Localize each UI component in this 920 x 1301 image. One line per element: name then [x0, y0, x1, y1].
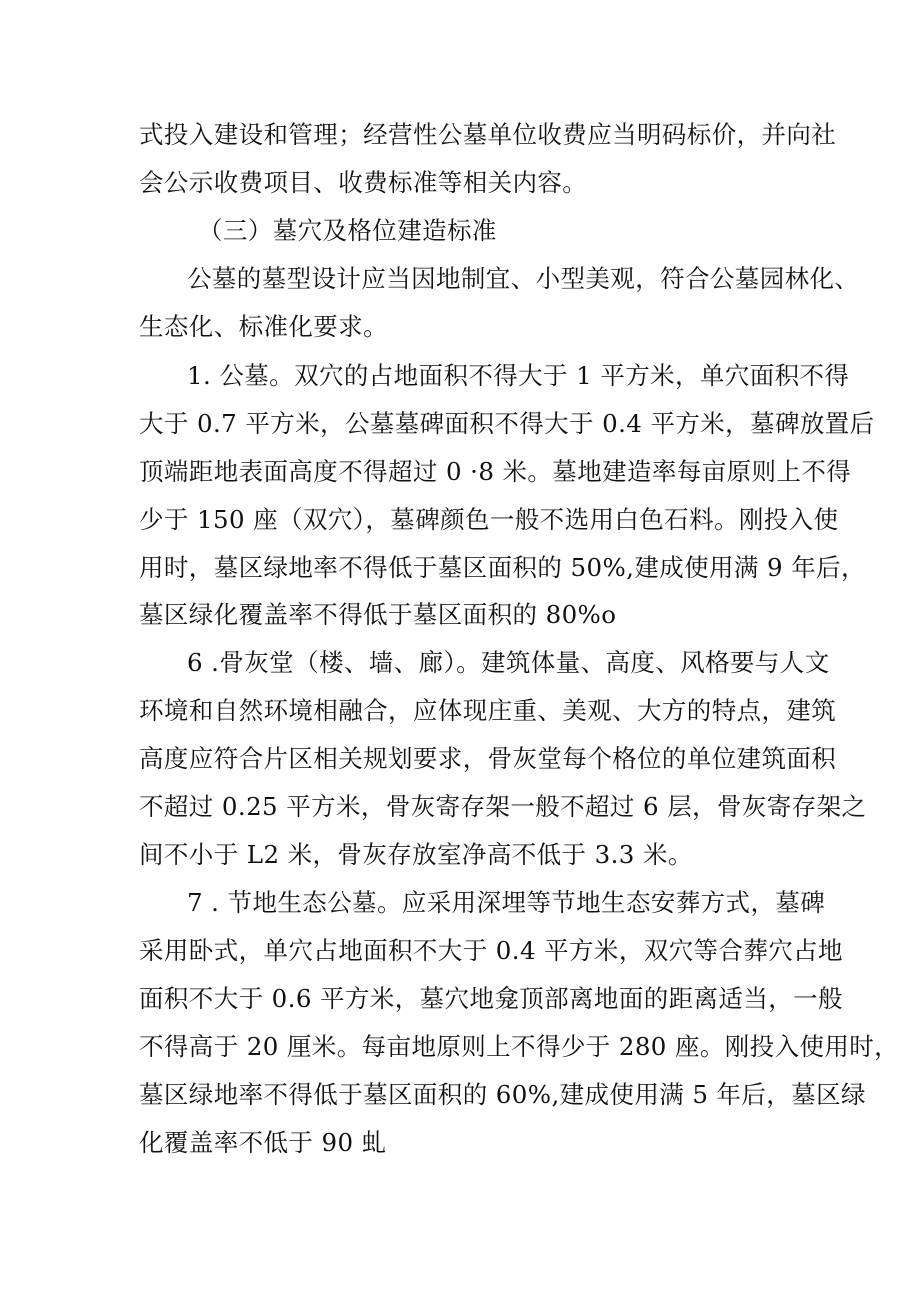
text-line: 墓区绿地率不得低于墓区面积的 60%,建成使用满 5 年后，墓区绿 [139, 1080, 866, 1109]
text-line: 式投入建设和管理；经营性公墓单位收费应当明码标价，并向社 [139, 120, 837, 149]
text-line: 少于 150 座（双穴），墓碑颜色一般不选用白色石料。刚投入使 [139, 505, 839, 534]
text-line: 墓区绿化覆盖率不得低于墓区面积的 80%o [139, 600, 617, 629]
text-line: 不超过 0.25 平方米，骨灰寄存架一般不超过 6 层，骨灰寄存架之 [139, 792, 867, 821]
text-line: 高度应符合片区相关规划要求，骨灰堂每个格位的单位建筑面积 [139, 744, 837, 773]
text-line: 1. 公墓。双穴的占地面积不得大于 1 平方米，单穴面积不得 [187, 361, 850, 390]
text-line: 间不小于 L2 米，骨灰存放室净高不低于 3.3 米。 [139, 840, 693, 869]
text-line: 公墓的墓型设计应当因地制宜、小型美观，符合公墓园林化、 [187, 264, 860, 293]
text-line: 用时，墓区绿地率不得低于墓区面积的 50%,建成使用满 9 年后， [139, 553, 866, 582]
text-line: 化覆盖率不低于 90 虬 [139, 1128, 387, 1157]
text-line: 7 . 节地生态公墓。应采用深埋等节地生态安葬方式，墓碑 [187, 888, 826, 917]
text-line: 环境和自然环境相融合，应体现庄重、美观、大方的特点，建筑 [139, 696, 837, 725]
text-line: 采用卧式，单穴占地面积不大于 0.4 平方米，双穴等合葬穴占地 [139, 936, 843, 965]
text-line: 6 .骨灰堂（楼、墙、廊）。建筑体量、高度、风格要与人文 [187, 648, 830, 677]
text-line: 生态化、标准化要求。 [139, 312, 388, 341]
text-line: 会公示收费项目、收费标准等相关内容。 [139, 168, 588, 197]
text-line: 顶端距地表面高度不得超过 0 ·8 米。墓地建造率每亩原则上不得 [139, 457, 852, 486]
section-heading: （三）墓穴及格位建造标准 [198, 216, 497, 245]
text-line: 大于 0.7 平方米，公墓墓碑面积不得大于 0.4 平方米，墓碑放置后 [139, 409, 875, 438]
text-line: 不得高于 20 厘米。每亩地原则上不得少于 280 座。刚投入使用时， [139, 1032, 900, 1061]
text-line: 面积不大于 0.6 平方米，墓穴地龛顶部离地面的距离适当，一般 [139, 984, 843, 1013]
